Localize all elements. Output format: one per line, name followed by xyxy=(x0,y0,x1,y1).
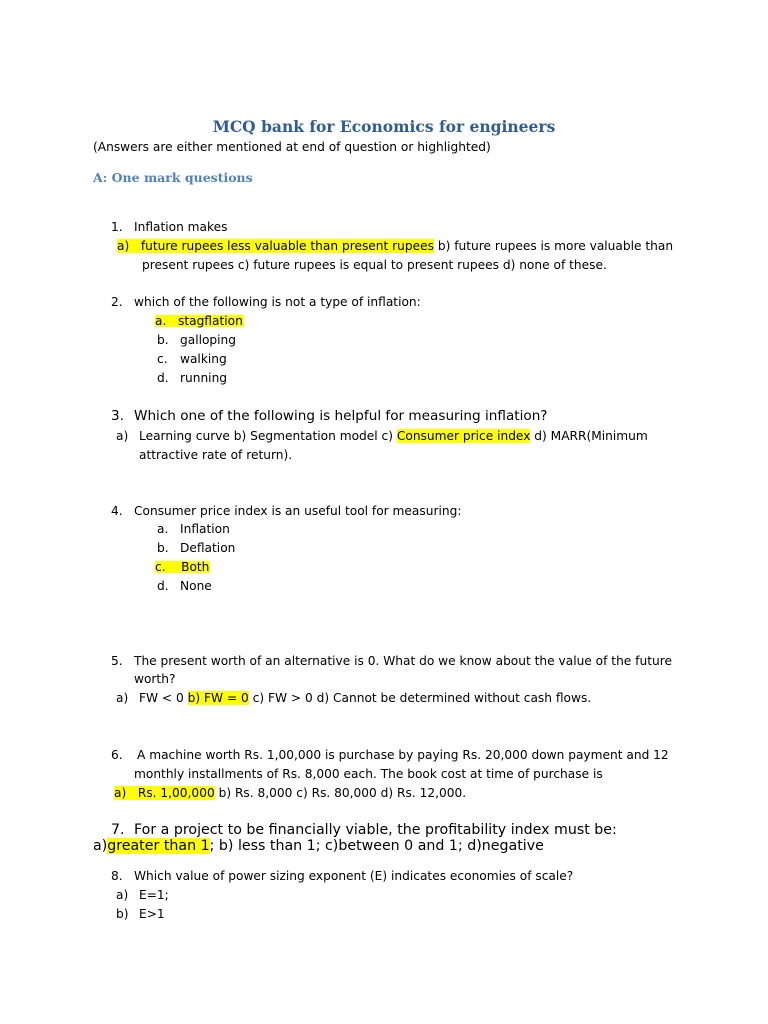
q1-answer: a) future rupees less valuable than present rupees xyxy=(117,239,434,253)
q2-option-b: b. galloping xyxy=(157,333,237,347)
q5-number: 5. xyxy=(111,654,123,668)
q3-answer: Consumer price index xyxy=(396,429,531,443)
q7-answer: greater than 1 xyxy=(107,838,210,854)
q2-number: 2. xyxy=(111,295,123,309)
q3-number: 3. xyxy=(111,408,124,424)
q4-option-c: c. Both xyxy=(155,560,210,574)
q7-number: 7. xyxy=(111,822,125,838)
q1-options-line2: present rupees c) future rupees is equal to present rupees d) none of these. xyxy=(142,258,607,272)
q2-text: which of the following is not a type of inflation: xyxy=(134,295,421,309)
subtitle: (Answers are either mentioned at end of question or highlighted) xyxy=(93,140,491,154)
q3-option-marker: a) xyxy=(116,429,129,443)
q4-option-a: a. Inflation xyxy=(157,522,230,536)
q6-number: 6. xyxy=(111,748,123,762)
section-heading: A: One mark questions xyxy=(93,170,253,185)
q2-option-d: d. running xyxy=(157,371,228,385)
q5-option-marker: a) xyxy=(116,691,129,705)
q4-option-b: b. Deflation xyxy=(157,541,236,555)
q1-options-line1: a) future rupees less valuable than present rupees b) future rupees is more valuable than xyxy=(117,239,674,253)
q8-text: Which value of power sizing exponent (E) indicates economies of scale? xyxy=(134,869,574,883)
q2-option-a: a. stagflation xyxy=(155,314,243,328)
q6-text-line1: A machine worth Rs. 1,00,000 is purchase by paying Rs. 20,000 down payment and 12 xyxy=(137,748,669,762)
q8-number: 8. xyxy=(111,869,123,883)
q5-answer: b) FW = 0 xyxy=(187,691,249,705)
q5-text-line1: The present worth of an alternative is 0. What do we know about the value of the future xyxy=(134,654,672,668)
q8-option-a: a) E=1; xyxy=(116,888,169,902)
q8-option-b: b) E>1 xyxy=(116,907,165,921)
q1-text: Inflation makes xyxy=(134,220,228,234)
q4-text: Consumer price index is an useful tool for measuring: xyxy=(134,504,462,518)
q3-text: Which one of the following is helpful for measuring inflation? xyxy=(134,408,548,424)
q6-text-line2: monthly installments of Rs. 8,000 each. The book cost at time of purchase is xyxy=(134,767,603,781)
q6-options: a) Rs. 1,00,000 b) Rs. 8,000 c) Rs. 80,000 d) Rs. 12,000. xyxy=(114,786,467,800)
q7-text: For a project to be financially viable, the profitability index must be: xyxy=(134,822,617,838)
q7-options: a)greater than 1; b) less than 1; c)between 0 and 1; d)negative xyxy=(93,838,544,854)
q3-options-line1: Learning curve b) Segmentation model c) Consumer price index d) MARR(Minimum xyxy=(139,429,648,443)
q1-number: 1. xyxy=(111,220,123,234)
q5-options: FW < 0 b) FW = 0 c) FW > 0 d) Cannot be determined without cash flows. xyxy=(139,691,592,705)
page-title: MCQ bank for Economics for engineers xyxy=(212,117,556,136)
q5-text-line2: worth? xyxy=(134,672,176,686)
q4-number: 4. xyxy=(111,504,123,518)
q2-option-c: c. walking xyxy=(157,352,227,366)
q6-answer: a) Rs. 1,00,000 xyxy=(114,786,215,800)
q3-options-line2: attractive rate of return). xyxy=(139,448,293,462)
q4-option-d: d. None xyxy=(157,579,212,593)
